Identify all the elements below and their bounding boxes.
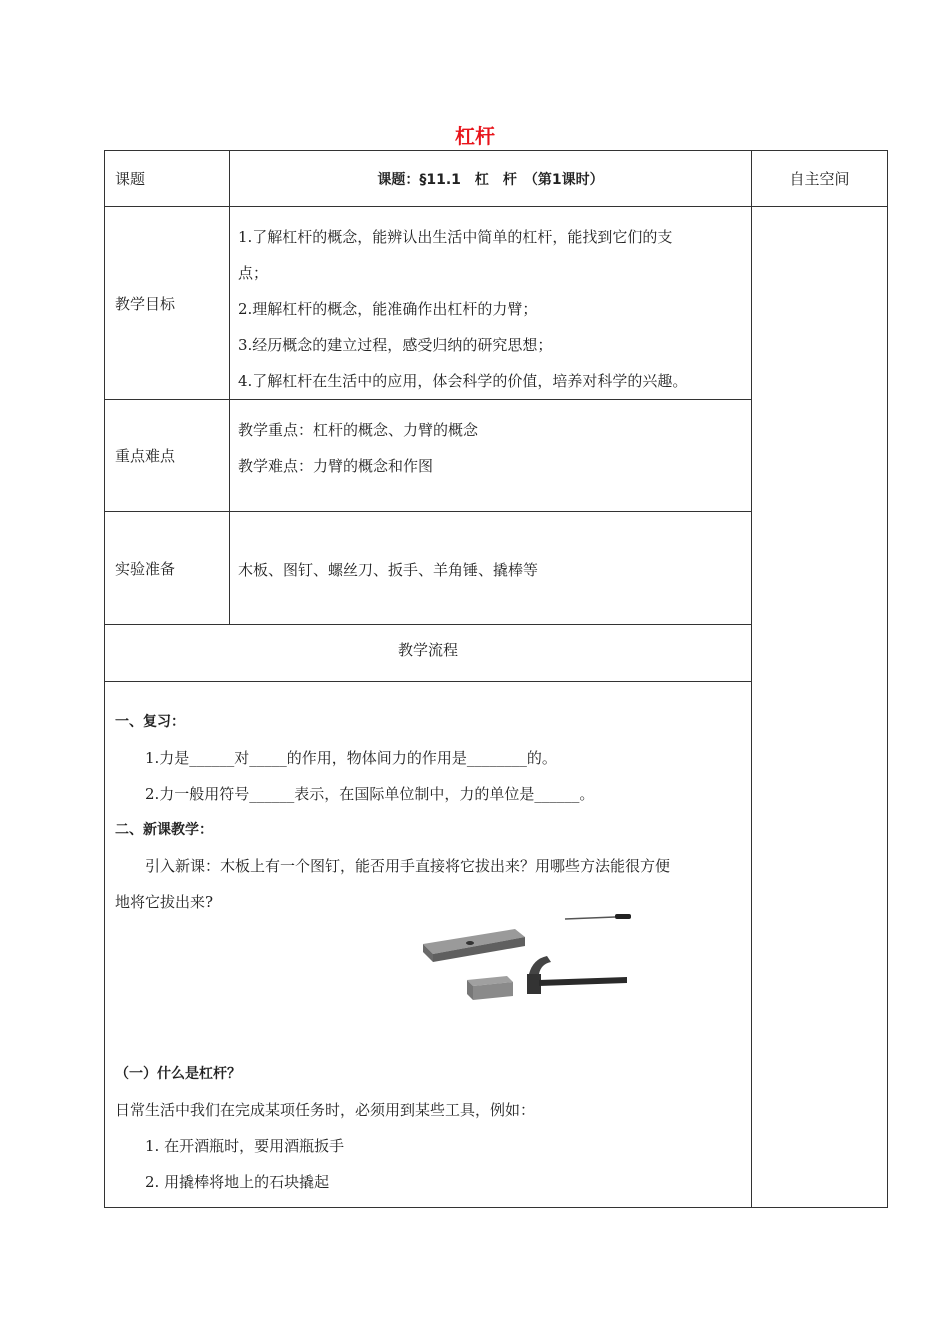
materials-label: 实验准备 (105, 512, 230, 625)
self-study-space-label: 自主空间 (752, 151, 888, 207)
flow-label: 教学流程 (105, 625, 752, 682)
example-item: 1. 在开酒瓶时，要用酒瓶扳手 (145, 1137, 345, 1155)
goals-content (230, 207, 752, 400)
hammer-claw-icon (529, 956, 551, 974)
materials-content (230, 512, 752, 625)
screwdriver-shaft-icon (565, 917, 615, 919)
hammer-handle-icon (539, 977, 627, 986)
section1-heading: （一）什么是杠杆？ (115, 1066, 241, 1082)
lesson-plan-table (104, 150, 888, 1208)
goal-item: 4.了解杠杆在生活中的应用，体会科学的价值，培养对科学的兴趣。 (238, 372, 688, 390)
goal-item: 点； (238, 264, 269, 282)
lesson-topic: 课题：§11.1 杠 杆 （第1课时） (230, 151, 752, 207)
review-item: 2.力一般用符号______表示，在国际单位制中，力的单位是______。 (145, 785, 595, 803)
key-point-item: 教学难点：力臂的概念和作图 (238, 457, 434, 475)
hammer-head-icon (527, 974, 541, 994)
new-lesson-heading: 二、新课教学： (115, 822, 213, 838)
document-title: 杠杆 (455, 124, 495, 148)
flow-content (105, 682, 752, 1208)
key-points-label: 重点难点 (105, 400, 230, 512)
screwdriver-handle-icon (615, 914, 631, 919)
key-points-content (230, 400, 752, 512)
key-point-item: 教学重点：杠杆的概念、力臂的概念 (238, 421, 479, 439)
header-label: 课题 (105, 151, 230, 207)
tools-illustration (115, 920, 741, 1040)
goals-row (105, 207, 888, 400)
goal-item: 1.了解杠杆的概念，能辨认出生活中简单的杠杆，能找到它们的支 (238, 228, 673, 246)
section1-text: 日常生活中我们在完成某项任务时，必须用到某些工具，例如： (115, 1101, 536, 1119)
goal-item: 3.经历概念的建立过程，感受归纳的研究思想； (238, 336, 553, 354)
review-item: 1.力是______对_____的作用，物体间力的作用是________的。 (145, 749, 557, 767)
intro-text-line: 引入新课：木板上有一个图钉，能否用手直接将它拔出来？用哪些方法能很方便 (145, 857, 671, 875)
header-row (105, 151, 888, 207)
intro-text-line: 地将它拔出来? (115, 893, 214, 911)
review-heading: 一、复习： (115, 714, 185, 730)
example-item: 2. 用撬棒将地上的石块撬起 (145, 1173, 330, 1191)
materials-text: 木板、图钉、螺丝刀、扳手、羊角锤、撬棒等 (238, 560, 539, 579)
goals-label: 教学目标 (105, 207, 230, 400)
thumbtack-icon (466, 941, 474, 945)
goal-item: 2.理解杠杆的概念，能准确作出杠杆的力臂； (238, 300, 538, 318)
self-study-space (752, 207, 888, 1208)
tools-illustration-svg (115, 904, 745, 1024)
